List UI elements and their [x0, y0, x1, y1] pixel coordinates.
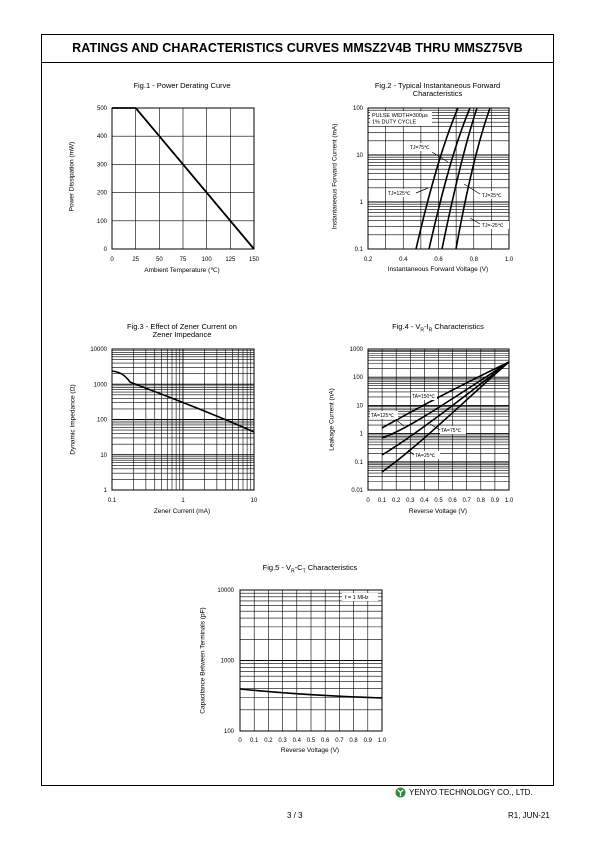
- fig4-xtick: 0.7: [462, 498, 471, 504]
- fig1-xtick: 50: [155, 257, 163, 263]
- fig3-xtick: 0.1: [107, 498, 117, 504]
- fig1-ytick: 100: [96, 218, 107, 225]
- fig5-xtick: 0.7: [335, 738, 344, 744]
- fig5-xtick: 0.5: [306, 738, 316, 744]
- fig2-label-m25: TJ=-25℃: [482, 223, 504, 229]
- fig5-chart: [200, 582, 400, 747]
- fig4-xlabel: Reverse Voltage (V): [408, 508, 468, 515]
- fig5-xtick: 0.2: [264, 738, 273, 744]
- fig1-xtick: 100: [201, 257, 212, 263]
- fig5-xtick: 0.6: [321, 738, 330, 744]
- fig1-ytick: 300: [96, 162, 107, 169]
- fig3-xlabel: Zener Current (mA): [153, 508, 211, 515]
- fig1-xtick: 125: [225, 257, 236, 263]
- fig5-xtick: 0.8: [349, 738, 358, 744]
- fig2-ytick: 100: [352, 106, 363, 112]
- fig2-ylabel: Instantaneous Forward Current (mA): [331, 123, 339, 230]
- fig4-xtick: 0.6: [448, 498, 457, 504]
- fig3-ytick: 1: [103, 488, 107, 494]
- page-number: 3 / 3: [287, 811, 303, 820]
- fig5-xtick: 0.4: [292, 738, 301, 744]
- fig3-ylabel: Dynamic Impedance (Ω): [69, 384, 77, 455]
- fig4-title: $Fig.4 - V_R-I_R$ Characteristics: [392, 322, 484, 334]
- fig1-chart: [60, 100, 270, 280]
- fig3-ytick: 10000: [90, 347, 107, 353]
- fig4-xtick: 0.9: [490, 498, 500, 504]
- fig3-ytick: 10: [100, 452, 107, 459]
- fig4-label-150: TA=150℃: [412, 394, 435, 400]
- fig2-xtick: 0.6: [434, 257, 443, 263]
- fig2-xtick: 0.2: [363, 257, 373, 263]
- fig5-xlabel: Reverse Voltage (V): [280, 747, 340, 754]
- fig4-ytick: 0.1: [354, 459, 363, 466]
- fig4-label-125: TA=125℃: [371, 413, 394, 419]
- fig3-ytick: 1000: [93, 382, 107, 389]
- company-logo-icon: [395, 787, 406, 798]
- fig2-title: [355, 82, 520, 98]
- fig1-xtick: 150: [248, 257, 260, 263]
- fig2-xtick: 0.8: [469, 257, 478, 263]
- fig4-ytick: 10: [356, 403, 363, 410]
- fig5-ylabel: Capacitance Between Terminals (pF): [199, 607, 207, 714]
- fig4-ytick: 1: [359, 431, 363, 438]
- fig2-title-line1: Fig.2 - Typical Instantaneous Forward: [374, 81, 501, 90]
- fig3-title-line1: Fig.3 - Effect of Zener Current on: [127, 322, 237, 331]
- fig2-label-75: TJ=75℃: [410, 145, 430, 151]
- fig3-title-line2: Zener Impedance: [152, 330, 212, 339]
- fig2-title-line2: Characteristics: [412, 89, 463, 98]
- fig2-xtick: 1.0: [504, 257, 514, 263]
- fig3-title: [112, 323, 252, 339]
- fig5-note: f = 1 MHz: [345, 595, 369, 601]
- fig5-xtick: 0.1: [250, 738, 259, 744]
- fig2-label-25: TJ=25℃: [482, 193, 502, 199]
- fig1-title: Fig.1 - Power Derating Curve: [133, 81, 231, 90]
- fig3-ytick: 100: [96, 417, 107, 424]
- page-header: [42, 35, 553, 63]
- fig5-xtick: 0.3: [278, 738, 287, 744]
- fig4-ytick: 0.01: [351, 488, 363, 494]
- fig2-ytick: 1: [359, 200, 363, 206]
- fig4-ylabel: Leakage Current (nA): [328, 388, 336, 451]
- fig2-chart: [330, 100, 530, 280]
- fig4-label-75: TA=75℃: [441, 428, 462, 434]
- fig4-ytick: 100: [352, 375, 363, 382]
- fig5-title: $Fig.5 - V_R-C_T$ Characteristics: [262, 563, 358, 575]
- fig1-ytick: 400: [96, 134, 107, 141]
- fig2-note2: 1% DUTY CYCLE: [372, 119, 417, 126]
- fig4-xtick: 0: [366, 498, 370, 504]
- fig1-xtick: 25: [132, 257, 140, 263]
- fig2-ytick: 0.1: [354, 247, 363, 253]
- fig4-ytick: 1000: [349, 347, 363, 353]
- fig2-xlabel: Instantaneous Forward Voltage (V): [387, 266, 489, 273]
- fig4-xtick: 0.5: [434, 498, 443, 504]
- fig4-xtick: 0.8: [476, 498, 485, 504]
- fig2-note1: PULSE WIDTH=300μs: [372, 113, 428, 119]
- fig5-xtick: 0: [238, 738, 242, 744]
- fig4-curve-75: [382, 362, 509, 455]
- fig4-chart: [330, 340, 530, 505]
- fig1-xtick: 75: [179, 257, 187, 263]
- fig1-ytick: 200: [96, 190, 107, 197]
- fig5-ytick: 100: [223, 729, 234, 735]
- fig2-curve-125: [416, 108, 458, 249]
- fig5-xtick: 0.9: [363, 738, 372, 744]
- fig4-xtick: 0.4: [420, 498, 429, 504]
- fig1-xtick: 0: [110, 257, 114, 263]
- fig1-xlabel: Ambient Temperature (℃): [144, 267, 220, 274]
- fig5-ytick: 1000: [220, 658, 234, 665]
- fig3-chart: [60, 340, 270, 505]
- page-title: RATINGS AND CHARACTERISTICS CURVES MMSZ2V4B THRU MMSZ75VB: [72, 41, 523, 55]
- company-name: YENYO TECHNOLOGY CO., LTD.: [409, 788, 533, 797]
- fig4-label-25: TA=25℃: [415, 453, 436, 459]
- fig4-xtick: 0.1: [377, 498, 387, 504]
- fig2-label-125: TJ=125℃: [388, 191, 411, 197]
- fig3-xtick: 1: [181, 498, 185, 504]
- fig4-xtick: 0.3: [406, 498, 415, 504]
- fig1-ytick: 500: [96, 106, 107, 112]
- fig2-xtick: 0.4: [399, 257, 408, 263]
- fig5-xtick: 1.0: [377, 738, 387, 744]
- fig1-ylabel: Power Dissipation (mW): [68, 141, 76, 212]
- fig5-ytick: 10000: [217, 588, 234, 594]
- fig1-ytick: 0: [103, 247, 107, 253]
- fig2-ytick: 10: [356, 153, 363, 159]
- revision: R1, JUN-21: [508, 811, 550, 820]
- fig4-xtick: 1.0: [504, 498, 514, 504]
- fig3-xtick: 10: [250, 498, 258, 504]
- fig4-xtick: 0.2: [392, 498, 401, 504]
